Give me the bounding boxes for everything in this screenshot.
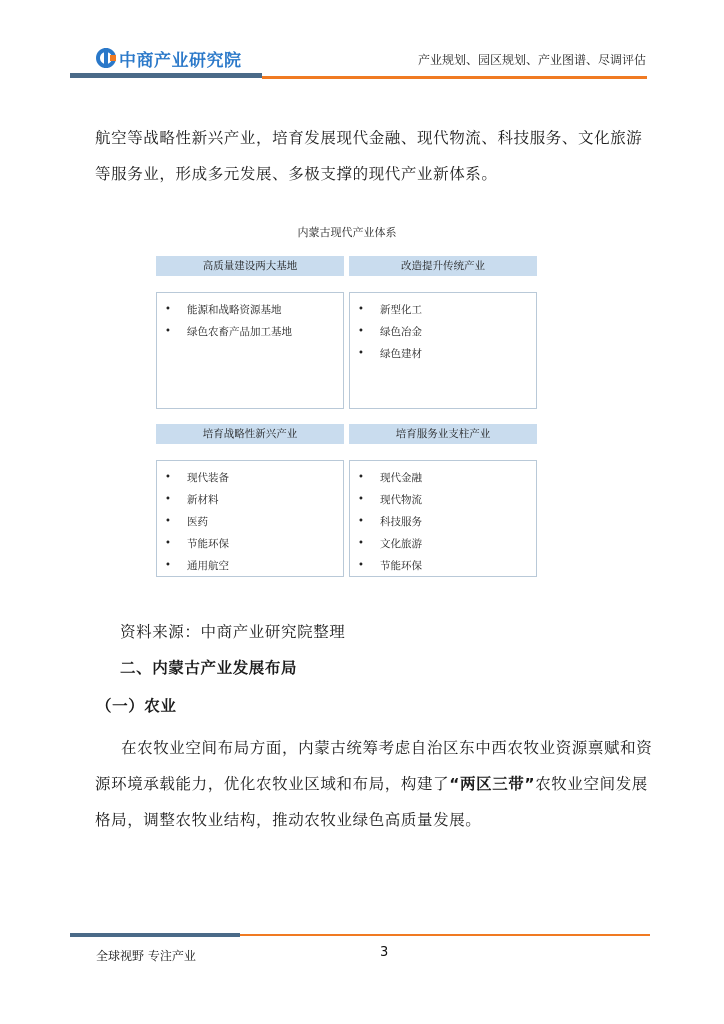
category-header-emerging: 培育战略性新兴产业 (156, 424, 344, 444)
page-number: 3 (380, 945, 389, 960)
list-item: • 现代物流 (350, 489, 536, 511)
body-paragraph-2: 在农牧业空间布局方面，内蒙古统筹考虑自治区东中西农牧业资源禀赋和资源环境承载能力，优化农牧业区域和布局，构建了“两区三带”农牧业空间发展格局，调整农牧业结构，推动农牧业绿色高质量发展。 (95, 739, 653, 829)
list-item: • 科技服务 (350, 511, 536, 533)
logo-icon (96, 48, 116, 68)
list-item: • 文化旅游 (350, 533, 536, 555)
subsection-heading: （一）农业 (96, 697, 177, 715)
category-box-traditional (349, 292, 537, 409)
category-box-emerging (156, 460, 344, 577)
bullet-icon: • (165, 326, 171, 337)
bullet-icon: • (358, 516, 364, 527)
bullet-icon: • (358, 472, 364, 483)
header-rule-orange (262, 76, 647, 79)
bullet-icon: • (358, 304, 364, 315)
footer-rule-blue (70, 933, 240, 937)
category-header-traditional: 改造提升传统产业 (349, 256, 537, 276)
company-logo (96, 46, 242, 70)
list-item: • 现代金融 (350, 467, 536, 489)
bullet-icon: • (358, 348, 364, 359)
list-item: • 绿色建材 (350, 343, 536, 365)
logo-text: 中商产业研究院 (119, 50, 242, 71)
list-item: • 绿色农畜产品加工基地 (157, 321, 343, 343)
list-item: • 新型化工 (350, 299, 536, 321)
list-item: • 现代装备 (157, 467, 343, 489)
bullet-icon: • (165, 304, 171, 315)
source-note: 资料来源：中商产业研究院整理 (120, 623, 346, 641)
category-header-bases: 高质量建设两大基地 (156, 256, 344, 276)
bullet-icon: • (358, 494, 364, 505)
body-paragraph-1: 航空等战略性新兴产业，培育发展现代金融、现代物流、科技服务、文化旅游等服务业，形成多元发展、多极支撑的现代产业新体系。 (95, 129, 643, 183)
bullet-icon: • (165, 494, 171, 505)
footer-slogan: 全球视野 专注产业 (96, 949, 196, 963)
bullet-icon: • (358, 560, 364, 571)
header-rule-blue (70, 73, 262, 78)
section-heading: 二、内蒙古产业发展布局 (120, 659, 298, 677)
list-item: • 医药 (157, 511, 343, 533)
bullet-icon: • (165, 472, 171, 483)
list-item: • 能源和战略资源基地 (157, 299, 343, 321)
diagram-title: 内蒙古现代产业体系 (297, 226, 397, 239)
highlight-two-zones-three-belts: “两区三带” (449, 775, 536, 793)
bullet-icon: • (358, 538, 364, 549)
list-item: • 新材料 (157, 489, 343, 511)
category-box-services (349, 460, 537, 577)
category-header-services: 培育服务业支柱产业 (349, 424, 537, 444)
header-tagline: 产业规划、园区规划、产业图谱、尽调评估 (417, 53, 646, 67)
bullet-icon: • (165, 538, 171, 549)
bullet-icon: • (165, 516, 171, 527)
category-box-bases (156, 292, 344, 409)
list-item: • 节能环保 (157, 533, 343, 555)
list-item: • 绿色冶金 (350, 321, 536, 343)
footer-rule-orange (240, 934, 650, 936)
list-item: • 节能环保 (350, 555, 536, 577)
bullet-icon: • (165, 560, 171, 571)
bullet-icon: • (358, 326, 364, 337)
list-item: • 通用航空 (157, 555, 343, 577)
